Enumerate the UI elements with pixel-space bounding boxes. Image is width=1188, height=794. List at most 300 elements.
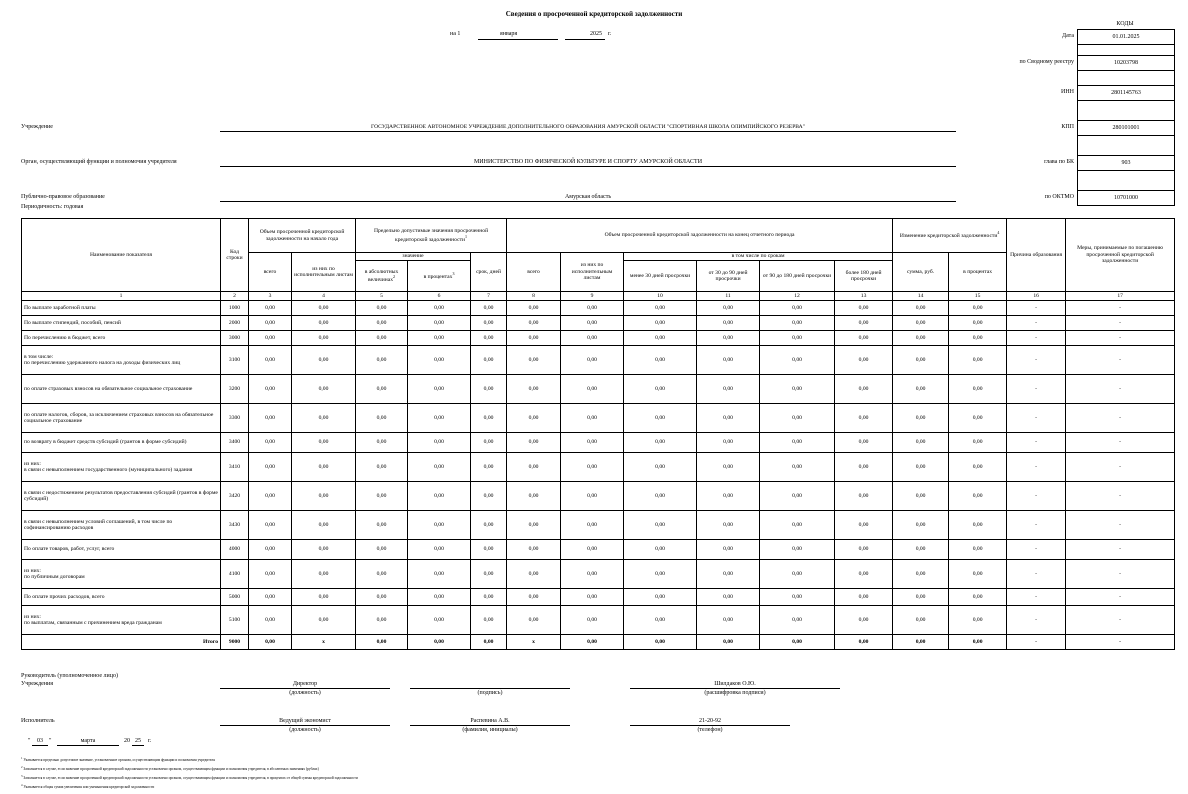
table-cell: По выплате стипендий, пособий, пенсий bbox=[22, 316, 221, 331]
table-cell: 0,00 bbox=[471, 606, 507, 635]
table-row bbox=[22, 560, 1175, 589]
table-cell: 0,00 bbox=[893, 453, 949, 482]
table-cell: 0,00 bbox=[835, 482, 893, 511]
h-limit-value: значение bbox=[356, 253, 471, 261]
cap-decode: (расшифровка подписи) bbox=[704, 690, 766, 696]
table-cell: из них: по публичным договорам bbox=[22, 560, 221, 589]
table-cell: по оплате страховых взносов на обязательное социальное страхование bbox=[22, 375, 221, 404]
exec-cap-phone: (телефон) bbox=[697, 727, 723, 733]
table-cell: 0,00 bbox=[760, 606, 835, 635]
table-cell: 0,00 bbox=[561, 606, 624, 635]
table-cell: 0,00 bbox=[949, 346, 1007, 375]
table-cell: 0,00 bbox=[949, 511, 1007, 540]
table-cell: 0,00 bbox=[760, 433, 835, 453]
table-cell: 0,00 bbox=[249, 606, 292, 635]
table-row bbox=[22, 404, 1175, 433]
code-oktmo: 10701000 bbox=[1077, 190, 1175, 206]
table-cell: 0,00 bbox=[356, 635, 408, 650]
table-cell: - bbox=[1066, 433, 1175, 453]
column-number: 15 bbox=[949, 292, 1007, 301]
table-cell: - bbox=[1066, 346, 1175, 375]
table-cell: - bbox=[1007, 375, 1066, 404]
table-cell: 0,00 bbox=[893, 511, 949, 540]
table-cell: 0,00 bbox=[356, 316, 408, 331]
h-name: Наименование показателя bbox=[22, 219, 221, 292]
table-row bbox=[22, 301, 1175, 316]
table-cell: 0,00 bbox=[949, 331, 1007, 346]
table-cell: 0,00 bbox=[292, 453, 356, 482]
table-cell: 0,00 bbox=[624, 635, 697, 650]
table-cell: 0,00 bbox=[760, 331, 835, 346]
h-term-2: от 30 до 90 дней просрочки bbox=[697, 261, 760, 292]
h-reason: Причина образования bbox=[1007, 219, 1066, 292]
table-cell: 0,00 bbox=[760, 453, 835, 482]
debt-table bbox=[21, 218, 1175, 650]
table-cell: 0,00 bbox=[949, 589, 1007, 606]
column-number: 6 bbox=[408, 292, 471, 301]
table-cell: по возврату в бюджет средств субсидий (грантов в форме субсидий) bbox=[22, 433, 221, 453]
head-position: Директор bbox=[292, 681, 318, 687]
table-cell: 0,00 bbox=[760, 482, 835, 511]
column-number: 8 bbox=[507, 292, 561, 301]
table-cell: - bbox=[1007, 589, 1066, 606]
table-cell: 0,00 bbox=[760, 301, 835, 316]
table-cell: 0,00 bbox=[471, 589, 507, 606]
table-cell: 0,00 bbox=[949, 404, 1007, 433]
table-cell: x bbox=[292, 635, 356, 650]
table-row bbox=[22, 453, 1175, 482]
table-cell: 0,00 bbox=[624, 511, 697, 540]
exec-phone: 21-20-92 bbox=[699, 718, 721, 724]
column-number: 12 bbox=[760, 292, 835, 301]
table-cell: 0,00 bbox=[471, 404, 507, 433]
date-year: 2025 bbox=[590, 31, 602, 37]
table-cell: 0,00 bbox=[697, 301, 760, 316]
h-limit: Предельно допустимые значения просроченной кредиторской задолженности$^1$ bbox=[356, 219, 507, 253]
table-cell: 3400 bbox=[221, 433, 249, 453]
table-cell: 0,00 bbox=[356, 404, 408, 433]
table-cell: - bbox=[1007, 433, 1066, 453]
table-cell: 0,00 bbox=[507, 301, 561, 316]
table-cell: 0,00 bbox=[356, 346, 408, 375]
h-begin-exec: из них по исполнительным листам bbox=[292, 253, 356, 292]
table-cell: 0,00 bbox=[507, 589, 561, 606]
table-cell: 0,00 bbox=[835, 635, 893, 650]
exec-cap-position: (должность) bbox=[289, 727, 321, 733]
table-row bbox=[22, 331, 1175, 346]
table-cell: 0,00 bbox=[893, 560, 949, 589]
table-cell: 0,00 bbox=[697, 346, 760, 375]
table-cell: 0,00 bbox=[697, 316, 760, 331]
table-cell: 0,00 bbox=[507, 404, 561, 433]
column-number: 14 bbox=[893, 292, 949, 301]
table-cell: 0,00 bbox=[408, 453, 471, 482]
table-cell: 0,00 bbox=[408, 433, 471, 453]
table-cell: 0,00 bbox=[356, 560, 408, 589]
table-cell: 4100 bbox=[221, 560, 249, 589]
column-number: 10 bbox=[624, 292, 697, 301]
table-cell: - bbox=[1066, 453, 1175, 482]
h-begin: Объем просроченной кредиторской задолженности на начало года bbox=[249, 219, 356, 253]
table-cell: 0,00 bbox=[835, 433, 893, 453]
code-date: 01.01.2025 bbox=[1077, 29, 1175, 45]
table-cell: 0,00 bbox=[835, 301, 893, 316]
sign-month: марта bbox=[80, 738, 96, 744]
table-cell: 0,00 bbox=[249, 316, 292, 331]
table-cell: 0,00 bbox=[624, 316, 697, 331]
table-cell: 0,00 bbox=[624, 560, 697, 589]
table-cell: 0,00 bbox=[471, 316, 507, 331]
label-kpp: КПП bbox=[1061, 124, 1074, 130]
cap-position: (должность) bbox=[289, 690, 321, 696]
table-cell: - bbox=[1007, 540, 1066, 560]
table-cell: в том числе: по перечислению удержанного налога на доходы физических лиц bbox=[22, 346, 221, 375]
table-cell: 0,00 bbox=[760, 540, 835, 560]
table-cell: 0,00 bbox=[893, 540, 949, 560]
table-cell: 0,00 bbox=[561, 346, 624, 375]
table-cell: 0,00 bbox=[408, 375, 471, 404]
h-limit-abs: в абсолютных величинах$^2$ bbox=[356, 261, 408, 292]
table-cell: - bbox=[1007, 404, 1066, 433]
table-cell: 0,00 bbox=[624, 346, 697, 375]
column-number: 13 bbox=[835, 292, 893, 301]
table-cell: - bbox=[1066, 301, 1175, 316]
date-month: января bbox=[500, 31, 518, 37]
table-cell: 0,00 bbox=[697, 511, 760, 540]
table-row bbox=[22, 606, 1175, 635]
table-cell: - bbox=[1066, 635, 1175, 650]
table-cell: 0,00 bbox=[835, 316, 893, 331]
table-cell: 0,00 bbox=[292, 316, 356, 331]
column-number: 7 bbox=[471, 292, 507, 301]
table-cell: 0,00 bbox=[835, 453, 893, 482]
table-cell: 0,00 bbox=[835, 540, 893, 560]
table-cell: 0,00 bbox=[949, 540, 1007, 560]
table-cell: 0,00 bbox=[893, 316, 949, 331]
sign-year: 25 bbox=[135, 738, 141, 744]
table-cell: 0,00 bbox=[408, 635, 471, 650]
table-cell: - bbox=[1007, 346, 1066, 375]
table-cell: 0,00 bbox=[249, 346, 292, 375]
table-row bbox=[22, 433, 1175, 453]
table-cell: 0,00 bbox=[249, 635, 292, 650]
date-prefix: на 1 bbox=[450, 31, 461, 37]
total-row bbox=[22, 635, 1175, 650]
table-cell: 0,00 bbox=[507, 482, 561, 511]
table-cell: 0,00 bbox=[697, 453, 760, 482]
table-cell: Итого bbox=[22, 635, 221, 650]
label-oktmo: по ОКТМО bbox=[1044, 194, 1074, 200]
table-cell: 0,00 bbox=[292, 301, 356, 316]
h-change: Изменение кредиторской задолженности$^4$ bbox=[893, 219, 1007, 253]
table-cell: 0,00 bbox=[624, 540, 697, 560]
table-cell: по оплате налогов, сборов, за исключением страховых взносов на обязательное социальное страхование bbox=[22, 404, 221, 433]
table-cell: - bbox=[1007, 635, 1066, 650]
table-cell: 0,00 bbox=[697, 606, 760, 635]
head-label-2: Учреждения bbox=[21, 681, 53, 687]
table-cell: - bbox=[1007, 606, 1066, 635]
table-cell: 0,00 bbox=[292, 540, 356, 560]
table-cell: в связи с недостижением результатов предоставления субсидий (грантов в форме субсидий) bbox=[22, 482, 221, 511]
exec-name: Распевина А.В. bbox=[470, 718, 510, 724]
table-row bbox=[22, 346, 1175, 375]
h-limit-term: срок, дней bbox=[471, 253, 507, 292]
table-cell: - bbox=[1007, 560, 1066, 589]
column-number: 11 bbox=[697, 292, 760, 301]
table-cell: 0,00 bbox=[949, 316, 1007, 331]
table-cell: 0,00 bbox=[561, 482, 624, 511]
column-number: 3 bbox=[249, 292, 292, 301]
table-cell: - bbox=[1066, 560, 1175, 589]
table-cell: 0,00 bbox=[249, 404, 292, 433]
table-cell: из них: по выплатам, связанным с причинением вреда гражданам bbox=[22, 606, 221, 635]
table-cell: - bbox=[1066, 511, 1175, 540]
h-term-1: менее 30 дней просрочки bbox=[624, 261, 697, 292]
table-cell: 1000 bbox=[221, 301, 249, 316]
table-cell: 0,00 bbox=[356, 375, 408, 404]
table-cell: 0,00 bbox=[949, 482, 1007, 511]
table-cell: 0,00 bbox=[249, 540, 292, 560]
table-cell: 0,00 bbox=[249, 482, 292, 511]
table-cell: По перечислению в бюджет, всего bbox=[22, 331, 221, 346]
codes-header: КОДЫ bbox=[1116, 21, 1134, 27]
table-cell: 0,00 bbox=[471, 375, 507, 404]
column-number: 16 bbox=[1007, 292, 1066, 301]
table-cell: 0,00 bbox=[893, 482, 949, 511]
table-cell: 0,00 bbox=[697, 560, 760, 589]
table-cell: 0,00 bbox=[292, 560, 356, 589]
table-cell: 0,00 bbox=[760, 316, 835, 331]
table-cell: - bbox=[1007, 301, 1066, 316]
table-cell: 0,00 bbox=[356, 482, 408, 511]
code-inn: 2801145763 bbox=[1077, 85, 1175, 101]
table-cell: 3000 bbox=[221, 331, 249, 346]
table-cell: 0,00 bbox=[561, 589, 624, 606]
table-cell: 0,00 bbox=[893, 331, 949, 346]
table-cell: x bbox=[507, 635, 561, 650]
table-cell: 9000 bbox=[221, 635, 249, 650]
table-cell: 0,00 bbox=[292, 346, 356, 375]
column-number: 1 bbox=[22, 292, 221, 301]
table-cell: 0,00 bbox=[949, 433, 1007, 453]
table-cell: 0,00 bbox=[249, 301, 292, 316]
organ-label: Орган, осуществляющий функции и полномочия учредителя bbox=[21, 159, 177, 165]
table-cell: 0,00 bbox=[356, 606, 408, 635]
h-change-sum: сумма, руб. bbox=[893, 253, 949, 292]
code-glava: 903 bbox=[1077, 155, 1175, 171]
table-cell: - bbox=[1066, 316, 1175, 331]
organ-value: МИНИСТЕРСТВО ПО ФИЗИЧЕСКОЙ КУЛЬТУРЕ И СПОРТУ АМУРСКОЙ ОБЛАСТИ bbox=[473, 159, 703, 165]
cap-sign: (подпись) bbox=[477, 690, 503, 696]
table-cell: 0,00 bbox=[697, 589, 760, 606]
head-label-1: Руководитель (уполномоченное лицо) bbox=[21, 673, 118, 679]
table-cell: - bbox=[1066, 375, 1175, 404]
date-open-quote: " bbox=[28, 738, 31, 744]
column-number: 2 bbox=[221, 292, 249, 301]
table-cell: - bbox=[1007, 453, 1066, 482]
label-date: Дата bbox=[1062, 33, 1074, 39]
table-cell: 0,00 bbox=[760, 375, 835, 404]
table-cell: - bbox=[1007, 331, 1066, 346]
table-cell: - bbox=[1066, 482, 1175, 511]
table-cell: 0,00 bbox=[471, 301, 507, 316]
report-title: Сведения о просроченной кредиторской задолженности bbox=[505, 10, 683, 18]
h-begin-total: всего bbox=[249, 253, 292, 292]
table-cell: 0,00 bbox=[760, 589, 835, 606]
label-inn: ИНН bbox=[1061, 89, 1074, 95]
table-row bbox=[22, 482, 1175, 511]
table-cell: 0,00 bbox=[893, 301, 949, 316]
table-cell: 0,00 bbox=[292, 511, 356, 540]
table-cell: 0,00 bbox=[408, 589, 471, 606]
table-cell: 0,00 bbox=[356, 589, 408, 606]
table-cell: 0,00 bbox=[697, 331, 760, 346]
code-registry: 10203798 bbox=[1077, 55, 1175, 71]
table-cell: 0,00 bbox=[624, 301, 697, 316]
table-cell: 0,00 bbox=[292, 375, 356, 404]
table-cell: 0,00 bbox=[408, 316, 471, 331]
table-cell: 0,00 bbox=[408, 301, 471, 316]
table-cell: - bbox=[1007, 482, 1066, 511]
table-cell: 0,00 bbox=[893, 375, 949, 404]
table-cell: 0,00 bbox=[408, 606, 471, 635]
column-number: 17 bbox=[1066, 292, 1175, 301]
table-cell: 0,00 bbox=[893, 346, 949, 375]
table-cell: 0,00 bbox=[292, 606, 356, 635]
table-cell: 0,00 bbox=[408, 346, 471, 375]
footnote-2: $^2$ Заполняется в случае, если значение просроченной кредиторской задолженности установлено органом, осуществляющим функции и полномочия учредителя, в абсолютных значениях (рублях) bbox=[21, 765, 319, 772]
table-cell: 0,00 bbox=[624, 482, 697, 511]
table-cell: 0,00 bbox=[249, 375, 292, 404]
footnote-3: $^3$ Заполняется в случае, если значение просроченной кредиторской задолженности установлено органом, осуществляющим функции и полномочия учредителя, в процентах от общей суммы кредиторской задолженности bbox=[21, 774, 358, 781]
table-cell: 0,00 bbox=[356, 433, 408, 453]
table-cell: 0,00 bbox=[408, 331, 471, 346]
h-code: Код строки bbox=[221, 219, 249, 292]
table-cell: 0,00 bbox=[893, 404, 949, 433]
table-cell: 0,00 bbox=[356, 540, 408, 560]
h-end-terms: в том числе по срокам bbox=[624, 253, 893, 261]
table-cell: 0,00 bbox=[624, 331, 697, 346]
table-cell: 0,00 bbox=[760, 404, 835, 433]
table-cell: 0,00 bbox=[624, 375, 697, 404]
table-cell: 0,00 bbox=[561, 331, 624, 346]
table-cell: По оплате прочих расходов, всего bbox=[22, 589, 221, 606]
table-cell: 0,00 bbox=[561, 375, 624, 404]
table-cell: 0,00 bbox=[249, 331, 292, 346]
exec-position: Ведущий экономист bbox=[279, 718, 331, 724]
table-cell: 0,00 bbox=[561, 511, 624, 540]
table-cell: 0,00 bbox=[507, 453, 561, 482]
table-cell: 0,00 bbox=[507, 331, 561, 346]
table-cell: 0,00 bbox=[249, 560, 292, 589]
table-cell: 0,00 bbox=[949, 375, 1007, 404]
table-cell: 0,00 bbox=[624, 453, 697, 482]
table-body bbox=[22, 301, 1175, 650]
table-cell: 0,00 bbox=[697, 404, 760, 433]
table-row bbox=[22, 316, 1175, 331]
period-label: Периодичность: годовая bbox=[21, 204, 84, 210]
h-end-total: всего bbox=[507, 253, 561, 292]
table-cell: 0,00 bbox=[356, 453, 408, 482]
table-cell: 0,00 bbox=[561, 560, 624, 589]
table-cell: 0,00 bbox=[835, 511, 893, 540]
table-cell: - bbox=[1066, 606, 1175, 635]
table-cell: 0,00 bbox=[835, 606, 893, 635]
table-cell: из них: в связи с невыполнением государственного (муниципального) задания bbox=[22, 453, 221, 482]
table-cell: По оплате товаров, работ, услуг, всего bbox=[22, 540, 221, 560]
table-cell: 0,00 bbox=[760, 511, 835, 540]
footnote-1: $^1$ Указывается предельно допустимое значение, установленное органом, осуществляющим функции и полномочия учредителя bbox=[21, 756, 215, 763]
table-cell: 3100 bbox=[221, 346, 249, 375]
table-cell: - bbox=[1066, 540, 1175, 560]
table-cell: 0,00 bbox=[561, 635, 624, 650]
table-cell: 0,00 bbox=[561, 433, 624, 453]
table-cell: 0,00 bbox=[697, 540, 760, 560]
table-row bbox=[22, 540, 1175, 560]
table-cell: 0,00 bbox=[624, 433, 697, 453]
table-cell: 0,00 bbox=[561, 453, 624, 482]
footnote-4: $^4$ Указывается общая сумма увеличения или уменьшения кредиторской задолженности bbox=[21, 783, 155, 790]
table-cell: 0,00 bbox=[356, 301, 408, 316]
table-cell: - bbox=[1066, 404, 1175, 433]
table-cell: 0,00 bbox=[507, 560, 561, 589]
table-cell: 0,00 bbox=[697, 375, 760, 404]
date-year-suffix: г. bbox=[608, 31, 612, 37]
table-cell: 0,00 bbox=[835, 375, 893, 404]
table-cell: 0,00 bbox=[624, 589, 697, 606]
table-cell: 0,00 bbox=[249, 433, 292, 453]
table-cell: По выплате заработной платы bbox=[22, 301, 221, 316]
table-cell: 0,00 bbox=[507, 540, 561, 560]
table-cell: 0,00 bbox=[949, 301, 1007, 316]
h-end-exec: из них по исполнительным листам bbox=[561, 253, 624, 292]
table-cell: 0,00 bbox=[471, 482, 507, 511]
table-cell: 0,00 bbox=[356, 511, 408, 540]
table-cell: 0,00 bbox=[249, 589, 292, 606]
table-cell: 0,00 bbox=[835, 589, 893, 606]
table-cell: 3430 bbox=[221, 511, 249, 540]
table-cell: 0,00 bbox=[760, 346, 835, 375]
table-cell: 0,00 bbox=[561, 540, 624, 560]
table-cell: 4000 bbox=[221, 540, 249, 560]
table-cell: 0,00 bbox=[835, 331, 893, 346]
pub-value: Амурская область bbox=[564, 194, 612, 200]
table-cell: 5000 bbox=[221, 589, 249, 606]
date-close-quote: " bbox=[49, 738, 52, 744]
sign-year-prefix: 20 bbox=[124, 738, 130, 744]
table-cell: 0,00 bbox=[408, 540, 471, 560]
table-cell: 0,00 bbox=[835, 346, 893, 375]
table-cell: 0,00 bbox=[408, 404, 471, 433]
table-row bbox=[22, 589, 1175, 606]
table-cell: в связи с невыполнением условий соглашений, в том числе по софинансированию расходов bbox=[22, 511, 221, 540]
table-cell: 5100 bbox=[221, 606, 249, 635]
table-cell: 0,00 bbox=[893, 433, 949, 453]
table-cell: 0,00 bbox=[471, 453, 507, 482]
table-cell: 0,00 bbox=[507, 511, 561, 540]
table-cell: 0,00 bbox=[356, 331, 408, 346]
h-end: Объем просроченной кредиторской задолженности на конец отчетного периода bbox=[507, 219, 893, 253]
label-glava: глава по БК bbox=[1044, 159, 1074, 165]
label-registry: по Сводному реестру bbox=[1019, 59, 1074, 65]
pub-label: Публично-правовое образование bbox=[21, 194, 105, 200]
table-cell: 0,00 bbox=[760, 560, 835, 589]
table-row bbox=[22, 375, 1175, 404]
table-cell: - bbox=[1066, 331, 1175, 346]
h-limit-pct: в процентах$^3$ bbox=[408, 261, 471, 292]
table-cell: 0,00 bbox=[471, 560, 507, 589]
sign-day: 03 bbox=[37, 738, 43, 744]
